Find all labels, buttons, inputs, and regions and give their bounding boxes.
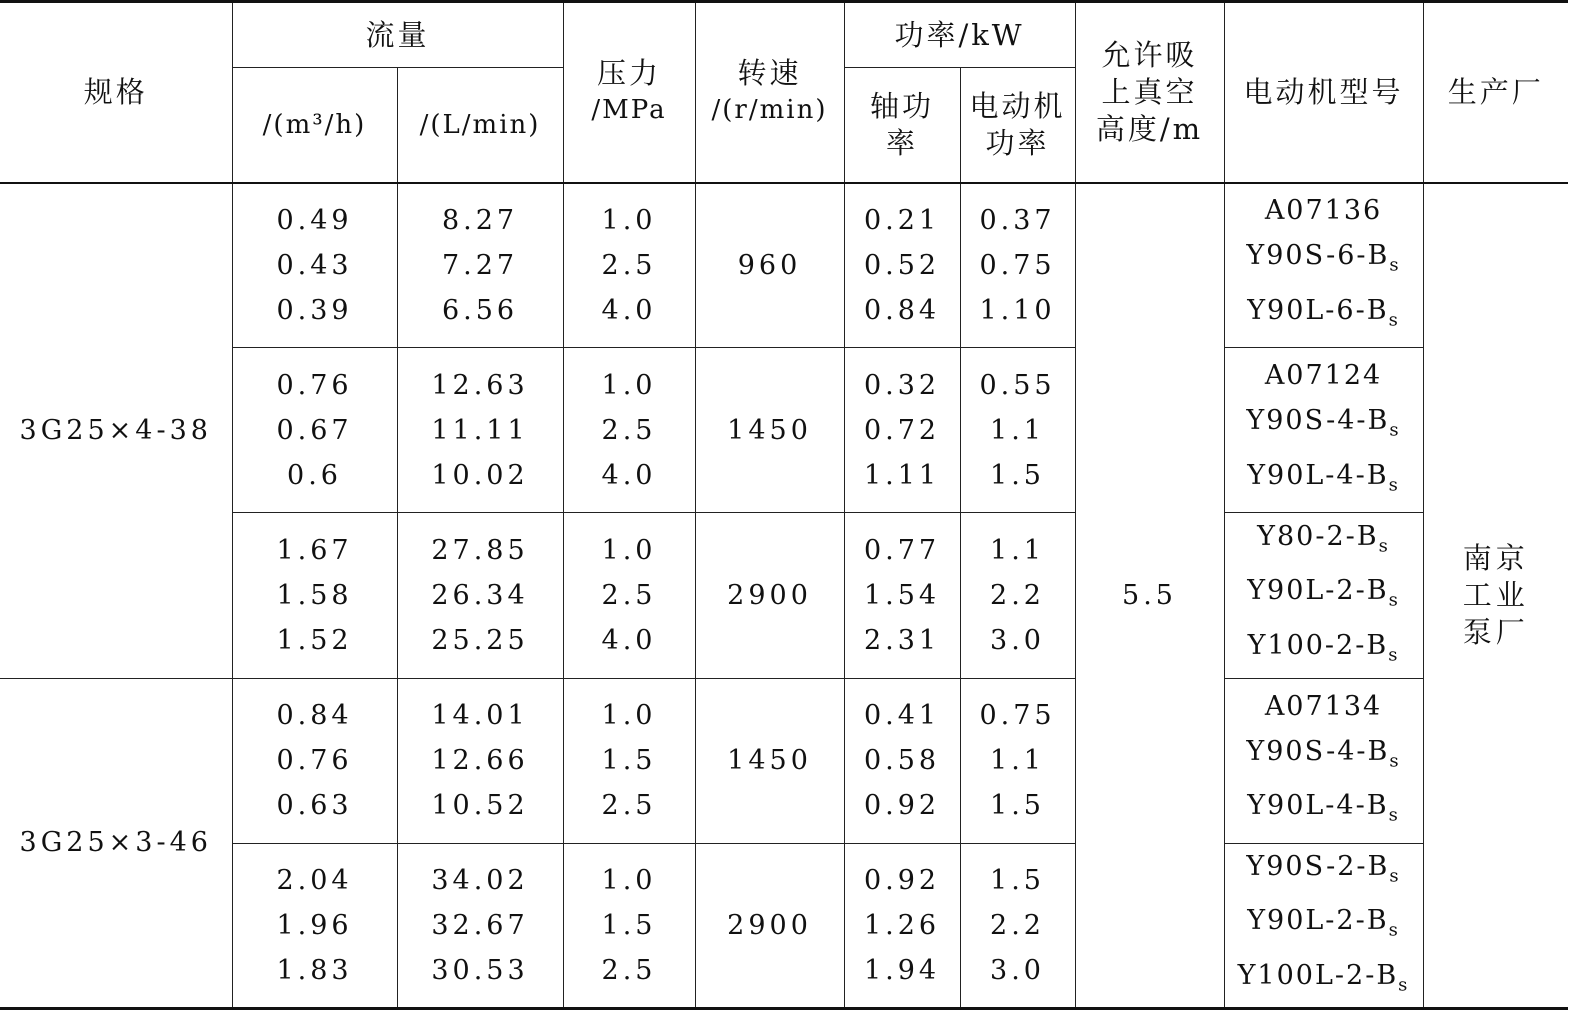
shaft-power-cell xyxy=(844,843,960,1008)
flow-lmin-cell-value: 12.66 xyxy=(431,745,529,777)
shaft-power-cell-value: 2.31 xyxy=(863,624,941,656)
flow-lmin-cell xyxy=(397,183,563,348)
flow-m3h-cell-value: 0.43 xyxy=(276,249,353,281)
flow-m3h-cell-value: 1.96 xyxy=(276,909,353,941)
motor-power-cell-value: 1.5 xyxy=(990,864,1045,896)
shaft-power-cell-value: 0.58 xyxy=(863,745,941,777)
flow-m3h-cell-value: 0.67 xyxy=(276,414,353,446)
subscript-s: s xyxy=(1388,474,1400,496)
flow-lmin-cell xyxy=(397,513,563,678)
motor-model-cell-value: $Y90L-6-B_s$ xyxy=(1247,294,1400,331)
shaft-power-cell-value: 0.32 xyxy=(863,369,941,401)
flow-m3h-cell-value: 1.58 xyxy=(276,579,353,611)
shaft-power-cell-value: 1.54 xyxy=(863,579,941,611)
motor-model-cell xyxy=(1224,348,1423,513)
header-shaft-power-line2: 率 xyxy=(886,125,919,160)
motor-power-cell-value: 0.55 xyxy=(979,369,1056,401)
flow-m3h-cell-value: 1.67 xyxy=(276,534,353,566)
header-motor-power-line1: 电动机 xyxy=(969,88,1066,123)
flow-m3h-cell-value: 2.04 xyxy=(276,864,353,896)
pressure-cell-value: 4.0 xyxy=(601,459,657,491)
motor-model-cell xyxy=(1224,678,1423,843)
flow-lmin-cell-value: 7.27 xyxy=(441,249,519,281)
flow-m3h-cell-value: 0.63 xyxy=(276,790,353,822)
flow-lmin-cell-value: 6.56 xyxy=(441,294,519,326)
table-row xyxy=(0,843,1568,1008)
header-pressure xyxy=(563,2,695,183)
subscript-s: s xyxy=(1389,865,1401,887)
speed-cell: 2900 xyxy=(695,513,844,678)
motor-model-cell-value: $Y90L-4-B_s$ xyxy=(1247,790,1400,826)
subscript-s: s xyxy=(1389,419,1401,441)
motor-model-cell xyxy=(1224,843,1423,1008)
flow-m3h-cell-value: 0.6 xyxy=(287,459,342,491)
subscript-s: s xyxy=(1398,973,1410,995)
motor-model-cell-value: $Y100-2-B_s$ xyxy=(1247,629,1400,666)
header-spec: 规格 xyxy=(0,2,232,183)
motor-model-cell-value: $Y90S-2-B_s$ xyxy=(1246,850,1401,887)
flow-m3h-cell-value: 0.76 xyxy=(276,369,353,401)
flow-lmin-cell-value: 27.85 xyxy=(431,534,529,566)
flow-lmin-cell xyxy=(397,348,563,513)
flow-lmin-cell-value: 26.34 xyxy=(431,579,529,611)
subscript-s: s xyxy=(1389,254,1401,276)
shaft-power-cell-value: 0.21 xyxy=(863,204,941,236)
motor-model-cell xyxy=(1224,513,1423,678)
shaft-power-cell-value: 0.41 xyxy=(863,700,941,732)
motor-power-cell-value: 1.5 xyxy=(990,790,1045,822)
header-speed-label: 转速 xyxy=(737,56,802,91)
flow-m3h-cell xyxy=(232,513,397,678)
motor-model-cell-value: $Y90L-2-B_s$ xyxy=(1247,905,1400,941)
motor-power-cell xyxy=(960,348,1075,513)
flow-lmin-cell-value: 14.01 xyxy=(431,700,529,732)
pressure-cell-value: 2.5 xyxy=(601,249,657,281)
motor-power-cell-value: 0.75 xyxy=(979,249,1056,281)
motor-power-cell-value: 0.75 xyxy=(979,700,1056,732)
motor-power-cell-value: 3.0 xyxy=(990,954,1045,986)
motor-power-cell-value: 1.1 xyxy=(990,534,1045,566)
header-suction-height xyxy=(1075,2,1224,183)
flow-lmin-cell-value: 8.27 xyxy=(441,204,519,236)
header-pressure-label: 压力 xyxy=(597,56,662,91)
flow-lmin-cell xyxy=(397,678,563,843)
motor-power-cell-value: 3.0 xyxy=(990,624,1045,656)
speed-cell: 1450 xyxy=(695,348,844,513)
header-manufacturer: 生产厂 xyxy=(1423,2,1568,183)
motor-model-cell-value: $Y90L-4-B_s$ xyxy=(1247,459,1400,496)
motor-model-cell-value: $Y100L-2-B_s$ xyxy=(1237,959,1410,995)
flow-m3h-cell-value: 0.49 xyxy=(276,204,353,236)
motor-model-cell-value: $Y90S-4-B_s$ xyxy=(1246,735,1401,772)
shaft-power-cell-value: 1.26 xyxy=(863,909,941,941)
table-row xyxy=(0,348,1568,513)
flow-lmin-cell-value: 34.02 xyxy=(431,864,529,896)
subscript-s: s xyxy=(1388,309,1400,331)
flow-lmin-cell-value: 30.53 xyxy=(431,954,529,986)
flow-m3h-cell-value: 0.39 xyxy=(276,294,353,326)
table-row xyxy=(0,183,1568,348)
table-row xyxy=(0,678,1568,843)
motor-power-cell-value: 0.37 xyxy=(979,204,1056,236)
flow-lmin-cell-value: 12.63 xyxy=(431,369,529,401)
motor-power-cell-value: 2.2 xyxy=(990,909,1045,941)
motor-model-cell-value: $Y90S-6-B_s$ xyxy=(1246,240,1401,276)
table-row xyxy=(0,513,1568,678)
pressure-cell-value: 1.5 xyxy=(601,909,657,941)
pressure-cell xyxy=(563,513,695,678)
flow-m3h-cell-value: 0.84 xyxy=(276,700,353,732)
motor-power-cell-value: 1.1 xyxy=(990,414,1045,446)
header-suction-line3: 高度/m xyxy=(1095,111,1204,146)
flow-m3h-cell xyxy=(232,183,397,348)
speed-cell: 1450 xyxy=(695,678,844,843)
shaft-power-cell-value: 0.52 xyxy=(863,249,941,281)
flow-m3h-cell xyxy=(232,843,397,1008)
flow-m3h-cell xyxy=(232,348,397,513)
header-speed xyxy=(695,2,844,183)
motor-power-cell-value: 2.2 xyxy=(990,579,1045,611)
subscript-s: s xyxy=(1388,919,1400,941)
subscript-s: s xyxy=(1389,750,1401,772)
header-motor-power-line2: 功率 xyxy=(985,125,1050,160)
flow-lmin-cell-value: 10.52 xyxy=(431,790,529,822)
header-shaft-power-line1: 轴功 xyxy=(870,88,935,123)
subscript-s: s xyxy=(1388,804,1400,826)
manufacturer-line: 工业 xyxy=(1462,577,1529,612)
motor-power-cell-value: 1.1 xyxy=(990,745,1045,777)
motor-power-cell xyxy=(960,678,1075,843)
shaft-power-cell-value: 1.11 xyxy=(863,459,941,491)
flow-m3h-cell-value: 1.83 xyxy=(276,954,353,986)
motor-power-cell xyxy=(960,183,1075,348)
pressure-cell-value: 1.0 xyxy=(601,700,657,732)
pressure-cell-value: 1.0 xyxy=(601,864,657,896)
shaft-power-cell xyxy=(844,183,960,348)
pressure-cell-value: 2.5 xyxy=(601,790,657,822)
motor-model-cell xyxy=(1224,183,1423,348)
shaft-power-cell-value: 0.77 xyxy=(863,534,941,566)
motor-power-cell-value: 1.5 xyxy=(990,459,1045,491)
shaft-power-cell-value: 0.92 xyxy=(863,864,941,896)
shaft-power-cell xyxy=(844,678,960,843)
header-pressure-unit: /MPa xyxy=(591,95,667,126)
pressure-cell-value: 4.0 xyxy=(601,294,657,326)
header-suction-line1: 允许吸 xyxy=(1101,37,1198,72)
header-flow-m3h: /(m³/h) xyxy=(232,68,397,183)
flow-m3h-cell-value: 1.52 xyxy=(276,624,353,656)
header-suction-line2: 上真空 xyxy=(1101,74,1198,109)
pressure-cell xyxy=(563,183,695,348)
shaft-power-cell-value: 1.94 xyxy=(863,954,941,986)
pressure-cell-value: 1.0 xyxy=(601,534,657,566)
flow-lmin-cell-value: 25.25 xyxy=(431,624,529,656)
flow-lmin-cell-value: 11.11 xyxy=(431,414,529,446)
pressure-cell-value: 2.5 xyxy=(601,579,657,611)
table-body xyxy=(0,183,1568,1009)
shaft-power-cell-value: 0.72 xyxy=(863,414,941,446)
manufacturer-cell xyxy=(1423,183,1568,1009)
pressure-cell-value: 1.0 xyxy=(601,369,657,401)
motor-model-cell-value: $Y90L-2-B_s$ xyxy=(1247,575,1400,611)
speed-cell: 2900 xyxy=(695,843,844,1008)
speed-cell: 960 xyxy=(695,183,844,348)
shaft-power-cell xyxy=(844,348,960,513)
flow-lmin-cell xyxy=(397,843,563,1008)
header-motor-power xyxy=(960,68,1075,183)
spec-cell: 3G25×3-46 xyxy=(0,678,232,1008)
pressure-cell-value: 1.5 xyxy=(601,745,657,777)
flow-m3h-cell xyxy=(232,678,397,843)
header-flow-lmin: /(L/min) xyxy=(397,68,563,183)
shaft-power-cell-value: 0.84 xyxy=(863,294,941,326)
shaft-power-cell xyxy=(844,513,960,678)
pressure-cell-value: 4.0 xyxy=(601,624,657,656)
subscript-s: s xyxy=(1388,644,1400,666)
flow-m3h-cell-value: 0.76 xyxy=(276,745,353,777)
pressure-cell xyxy=(563,843,695,1008)
suction-height-cell: 5.5 xyxy=(1075,183,1224,1009)
flow-lmin-cell-value: 10.02 xyxy=(431,459,529,491)
subscript-s: s xyxy=(1378,535,1390,557)
spec-cell: 3G25×4-38 xyxy=(0,183,232,679)
pressure-cell xyxy=(563,348,695,513)
pressure-cell xyxy=(563,678,695,843)
header-flow: 流量 xyxy=(232,2,563,68)
header-power: 功率/kW xyxy=(844,2,1075,68)
pressure-cell-value: 1.0 xyxy=(601,204,657,236)
motor-model-cell-value: $Y80-2-B_s$ xyxy=(1257,520,1390,557)
motor-power-cell xyxy=(960,513,1075,678)
header-speed-unit: /(r/min) xyxy=(711,95,828,126)
subscript-s: s xyxy=(1388,589,1400,611)
manufacturer-line: 泵厂 xyxy=(1462,614,1529,649)
header-shaft-power xyxy=(844,68,960,183)
header-motor-model: 电动机型号 xyxy=(1224,2,1423,183)
flow-lmin-cell-value: 32.67 xyxy=(431,909,529,941)
motor-model-cell-value: $Y90S-4-B_s$ xyxy=(1246,405,1401,441)
manufacturer-line: 南京 xyxy=(1462,540,1529,575)
shaft-power-cell-value: 0.92 xyxy=(863,790,941,822)
motor-power-cell xyxy=(960,843,1075,1008)
pressure-cell-value: 2.5 xyxy=(601,414,657,446)
pressure-cell-value: 2.5 xyxy=(601,954,657,986)
motor-power-cell-value: 1.10 xyxy=(979,294,1056,326)
motor-model-cell-value: A07134 xyxy=(1264,690,1383,722)
motor-model-cell-value: A07124 xyxy=(1264,360,1383,392)
motor-model-cell-value: A07136 xyxy=(1264,195,1383,227)
